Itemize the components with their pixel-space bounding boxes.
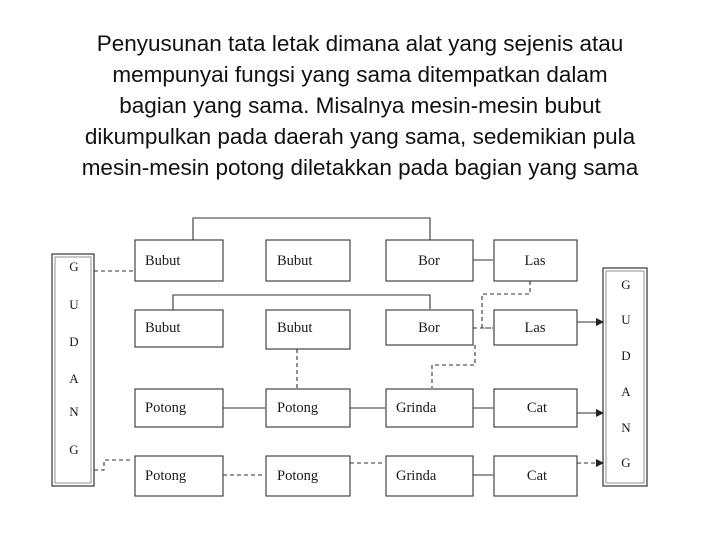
description-line: dikumpulkan pada daerah yang sama, sedemikian pula	[84, 124, 636, 149]
machine-label: Potong	[145, 400, 187, 416]
machine-box	[386, 240, 473, 281]
machine-label: Bubut	[277, 253, 313, 269]
machine-label: Las	[524, 253, 546, 269]
machine-label: Grinda	[396, 400, 437, 416]
machine-label: Bubut	[277, 320, 313, 336]
machine-label: Cat	[526, 400, 548, 416]
machine-grid	[135, 240, 577, 496]
machine-label: Bubut	[145, 253, 181, 269]
machine-label: Potong	[277, 468, 319, 484]
description-line: bagian yang sama. Misalnya mesin-mesin bubut	[119, 93, 601, 118]
description-line: Penyusunan tata letak dimana alat yang sejenis atau	[96, 31, 624, 56]
machine-box	[494, 389, 577, 427]
machine-box	[135, 310, 223, 347]
machine-box	[135, 456, 223, 496]
left-warehouse-letter: D	[69, 334, 79, 349]
left-warehouse-letter: N	[69, 404, 79, 419]
right-warehouse-letter: G	[621, 277, 631, 292]
left-warehouse-letter: G	[69, 259, 79, 274]
machine-box	[494, 240, 577, 281]
flow-line	[432, 345, 475, 388]
machine-box	[135, 389, 223, 427]
machine-label: Grinda	[396, 468, 437, 484]
right-warehouse-letter: U	[621, 312, 631, 327]
machine-label: Bubut	[145, 320, 181, 336]
machine-box	[386, 456, 473, 496]
machine-box	[494, 456, 577, 496]
right-warehouse-letter: N	[621, 420, 631, 435]
machine-box	[135, 240, 223, 281]
flow-line	[173, 295, 430, 310]
machine-box	[266, 240, 350, 281]
machine-label: Las	[524, 320, 546, 336]
machine-box	[386, 310, 473, 345]
machine-label: Potong	[277, 400, 319, 416]
right-warehouse-letter: A	[621, 384, 631, 399]
machine-label: Bor	[418, 320, 440, 336]
right-warehouse-letter: G	[621, 455, 631, 470]
description-line: mesin-mesin potong diletakkan pada bagian yang sama	[81, 155, 639, 180]
machine-box	[266, 310, 350, 349]
machine-box	[386, 389, 473, 427]
machine-label: Potong	[145, 468, 187, 484]
flow-line	[94, 460, 133, 470]
right-warehouse-letter: D	[621, 348, 631, 363]
left-warehouse-letter: U	[69, 297, 79, 312]
right-warehouse	[603, 268, 647, 486]
flow-line	[193, 218, 430, 240]
machine-label: Cat	[526, 468, 548, 484]
machine-box	[266, 456, 350, 496]
left-warehouse	[52, 254, 94, 486]
left-warehouse-letter: G	[69, 442, 79, 457]
machine-box	[266, 389, 350, 427]
machine-box	[494, 310, 577, 345]
right-warehouse-box	[603, 268, 647, 486]
left-warehouse-letter: A	[69, 371, 79, 386]
machine-label: Bor	[418, 253, 440, 269]
description-line: mempunyai fungsi yang sama ditempatkan dalam	[112, 62, 608, 87]
